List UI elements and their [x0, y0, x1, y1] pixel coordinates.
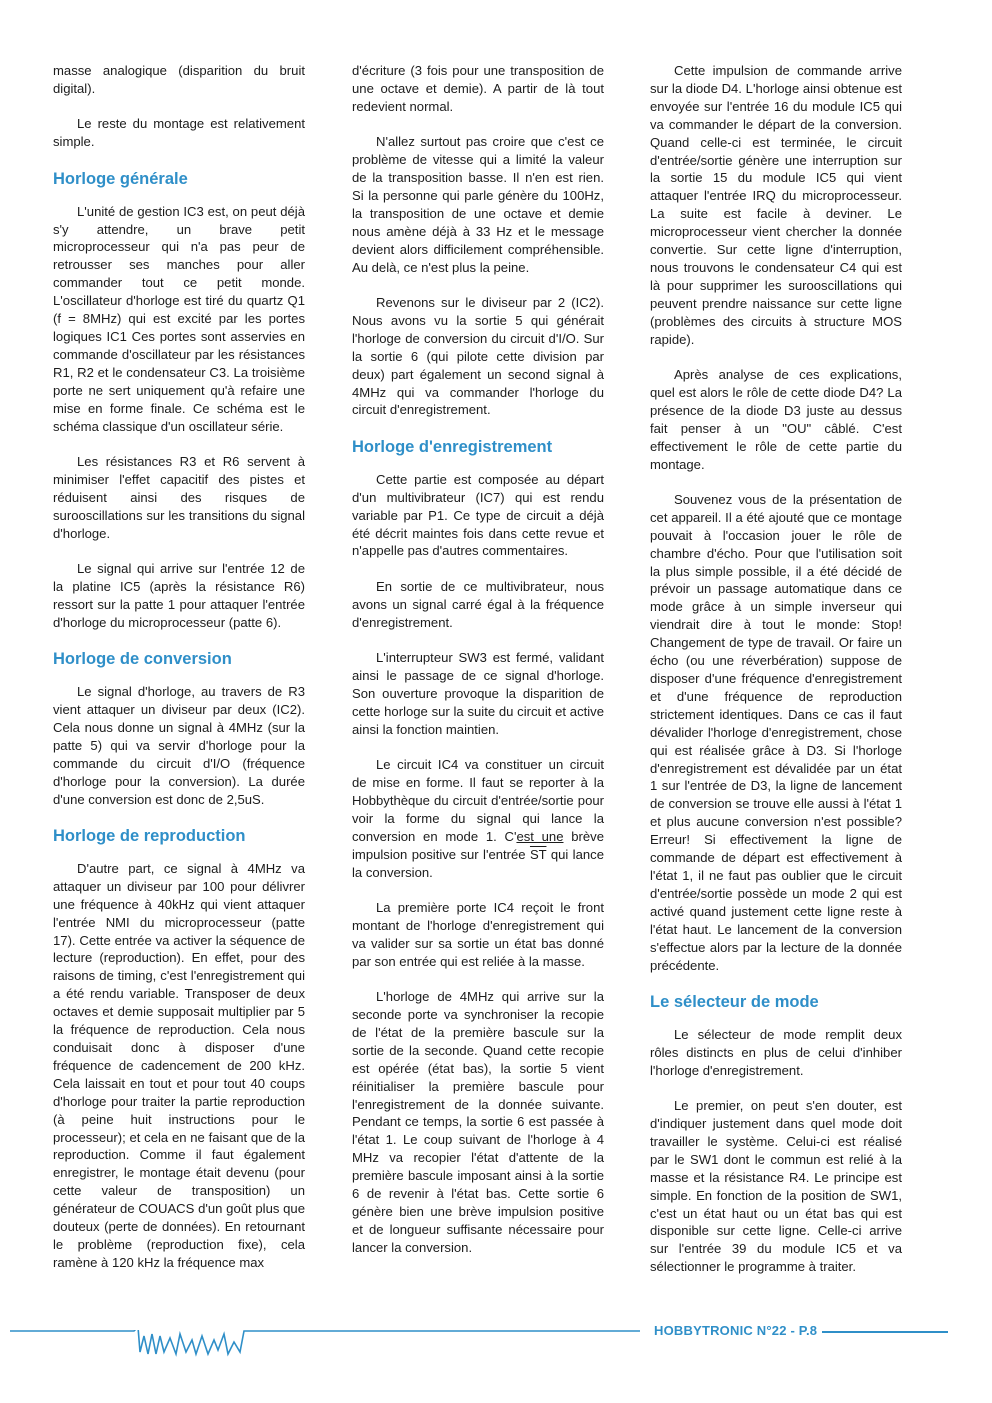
section-heading: Horloge de conversion: [53, 650, 232, 669]
paragraph: Cette partie est composée au départ d'un multivibrateur (IC7) qui est rendu variable par P1. Ce type de circuit a déjà été décrit maintes fois dans cette revue et n'appelle pas d'autres commentaires.: [352, 471, 604, 559]
column-1: [53, 62, 305, 1289]
paragraph: Souvenez vous de la présentation de cet appareil. Il a été ajouté que ce montage pouvait à l'occasion jouer le rôle de chambre d'écho. Pour que l'utilisation soit la plus simple possible, il a été décidé de prévoir un passage automatique dans ce mode grâce à un simple inverseur qui viendrait dire à tout le monde: Stop! Changement de type de travail. Or faire un écho (ou une réverbération) suppose de disposer d'une fréquence d'enregistrement et d'une fréquence de reproduction strictement identiques. Dans ce cas il faut dévalider l'horloge d'enregistrement, chose qui est réalisée grâce à D3. Si l'horloge d'enregistrement est dévalidée par un état 1 sur l'entrée de D3, la ligne de lancement de conversion se trouve elle aussi à l'état 1 et plus aucune conversion n'est possible? Erreur! Si effectivement la ligne de commande de départ est effectivement à l'état 1, il ne faut pas oublier que le circuit d'entrée/sortie possède un mode 2 qui est activé quand justement cette ligne reste à l'état haut. Le lancement de la conversion s'effectue alors par la lecture de la donnée précédente.: [650, 491, 902, 973]
paragraph: Le premier, on peut s'en douter, est d'indiquer justement dans quel mode doit travailler le système. Celui-ci est réalisé par le SW1 dont le commun est relié à la masse et la résistance R4. Le principe est simple. En fonction de la position de SW1, c'est un état haut ou un état bas qui est disponible sur cette ligne. Celle-ci arrive sur l'entrée 39 du module IC5 et va sélectionner le programme à traiter.: [650, 1098, 902, 1275]
column-3: [650, 62, 902, 1294]
paragraph: masse analogique (disparition du bruit digital).: [53, 63, 305, 96]
paragraph: [352, 756, 604, 881]
paragraph: D'autre part, ce signal à 4MHz va attaquer un diviseur par 100 pour délivrer une fréquence à 40kHz qui vient attaquer l'entrée NMI du microprocesseur (patte 17). Cette entrée va activer la séquence de lecture (reproduction). En effet, pour des raisons de timing, c'est l'enregistrement qui a été rendu variable. Transposer de deux octaves et demie supposait multiplier par 5 la fréquence de reproduction. Cela nous conduisait donc à disposer d'une fréquence de cadencement de 200 kHz. Cela laissait en tout et pour tout 40 coups d'horloge pour traiter la partie reproduction (à peine huit instructions pour le processeur); et cela en ne faisant que de la reproduction. Comme il faut également enregistrer, le montage était devenu (pour cette valeur de transposition) un générateur de COUACS d'un goût plus que douteux (perte de données). En retournant le problème (reproduction fixe), cela ramène à 120 kHz la fréquence max: [53, 860, 305, 1270]
section-heading: Horloge d'enregistrement: [352, 437, 553, 456]
paragraph: Le signal qui arrive sur l'entrée 12 de la platine IC5 (après la résistance R6) ressort sur la patte 1 pour attaquer l'entrée d'horloge du microprocesseur (patte 6).: [53, 560, 305, 630]
paragraph: Le reste du montage est relativement simple.: [53, 116, 305, 150]
paragraph: La première porte IC4 reçoit le front montant de l'horloge d'enregistrement qui va valider sur sa sortie un état bas donné par son entrée qui est reliée à la masse.: [352, 899, 604, 969]
section-heading: Horloge générale: [53, 169, 188, 188]
section-heading: Horloge de reproduction: [53, 826, 246, 845]
paragraph: L'unité de gestion IC3 est, on peut déjà s'y attendre, un brave petit microprocesseur qui n'a pas peur de retrousser ses manches pour aller commander tout ce petit monde. L'oscillateur d'horloge est tiré du quartz Q1 (f = 8MHz) qui est excité par les portes logiques IC1 Ces portes sont asservies en commande d'oscillateur par les résistances R1, R2 et le condensateur C3. La troisième porte ne sert uniquement qu'à refaire une mise en forme finale. Ce schéma est le schéma classique d'un oscillateur série.: [53, 203, 305, 434]
paragraph: L'interrupteur SW3 est fermé, validant ainsi le passage de ce signal d'horloge. Son ouverture provoque la disparition de cette horloge sur la suite du circuit et active ainsi la fonction maintien.: [352, 650, 604, 737]
footer-waveform-line: [10, 1330, 640, 1370]
paragraph: L'horloge de 4MHz qui arrive sur la seconde porte va synchroniser la recopie de l'état de la première bascule sur la sortie de la seconde. Quand cette recopie est opérée (état bas), la sortie 5 vient réinitialiser la première bascule pour l'enregistrement de la donnée suivante. Pendant ce temps, la sortie 6 est passée à l'état 1. Le coup suivant de l'horloge à 4 MHz va recopier l'état d'attente de la première bascule imposant ainsi à la sortie 6 de revenir à l'état bas. Cette sortie 6 génère bien une brève impulsion positive et de longueur suffisante nécessaire pour lancer la conversion.: [352, 989, 604, 1255]
paragraph: Cette impulsion de commande arrive sur la diode D4. L'horloge ainsi obtenue est envoyée sur l'entrée 16 du module IC5 qui va commander le départ de la conversion. Quand celle-ci est terminée, le circuit d'entrée/sortie génère une interruption sur la sortie 15 du module IC5 qui vient attaquer l'entrée IRQ du microprocesseur. La suite est facile à deviner. Le microprocesseur vient chercher la donnée convertie. Sur cette ligne d'interruption, nous trouvons le condensateur C4 qui est là pour supprimer les surooscillations qui peuvent prendre naissance sur cette ligne (problèmes des circuits à structure MOS rapide).: [650, 63, 902, 347]
text-run: brève impulsion positive sur l'entrée: [352, 828, 604, 862]
underlined-text: est une: [516, 828, 564, 844]
paragraph: En sortie de ce multivibrateur, nous avons un signal carré égal à la fréquence d'enregistrement.: [352, 578, 604, 630]
footer-page-label: HOBBYTRONIC N°22 - P.8: [654, 1323, 818, 1338]
text-run: qui lance la conversion.: [352, 846, 604, 880]
paragraph: Après analyse de ces explications, quel est alors le rôle de cette diode D4? La présence de la diode D3 juste au dessus fait penser à un "OU" câblé. C'est effectivement le rôle de cette partie du montage.: [650, 367, 902, 472]
paragraph: d'écriture (3 fois pour une transposition de une octave et demie). A partir de là tout redevient normal.: [352, 63, 604, 114]
paragraph: Le signal d'horloge, au travers de R3 vient attaquer un diviseur par deux (IC2). Cela nous donne un signal à 4MHz (sur la patte 5) qui va servir d'horloge pour la commande du circuit d'I/O (fréquence d'horloge pour la conversion). La durée d'une conversion est donc de 2,5uS.: [53, 684, 305, 807]
paragraph: Les résistances R3 et R6 servent à minimiser l'effet capacitif des pistes et réduisent ainsi des risques de surooscillations sur les transitions du signal d'horloge.: [53, 453, 305, 541]
paragraph: Le sélecteur de mode remplit deux rôles distincts en plus de celui d'inhiber l'horloge d'enregistrement.: [650, 1026, 902, 1078]
footer-rule: [822, 1331, 948, 1333]
paragraph: Revenons sur le diviseur par 2 (IC2). Nous avons vu la sortie 5 qui générait l'horloge de conversion du circuit d'I/O. Sur la sortie 6 (qui pilote cette division par deux) part également un second signal à 4MHz qui va commander l'horloge du circuit d'enregistrement.: [352, 294, 604, 418]
text-run: Le circuit IC4 va constituer un circuit de mise en forme. Il faut se reporter à la Hobbythèque du circuit d'entrée/sortie pour voir la forme du signal qui lance la conversion en mode 1. C': [352, 757, 604, 844]
section-heading: Le sélecteur de mode: [650, 992, 819, 1011]
column-2: [352, 62, 604, 1274]
overlined-signal-name: $\overline{ST}$: [529, 846, 547, 862]
paragraph: N'allez surtout pas croire que c'est ce problème de vitesse qui a limité la valeur de la transposition basse. Il n'en est rien. Si la personne qui parle génère du 100Hz, la transposition de une octave et demie nous amène déjà à 33 Hz et le message devient alors difficilement compréhensible. Au delà, ce n'est plus la peine.: [352, 134, 604, 275]
